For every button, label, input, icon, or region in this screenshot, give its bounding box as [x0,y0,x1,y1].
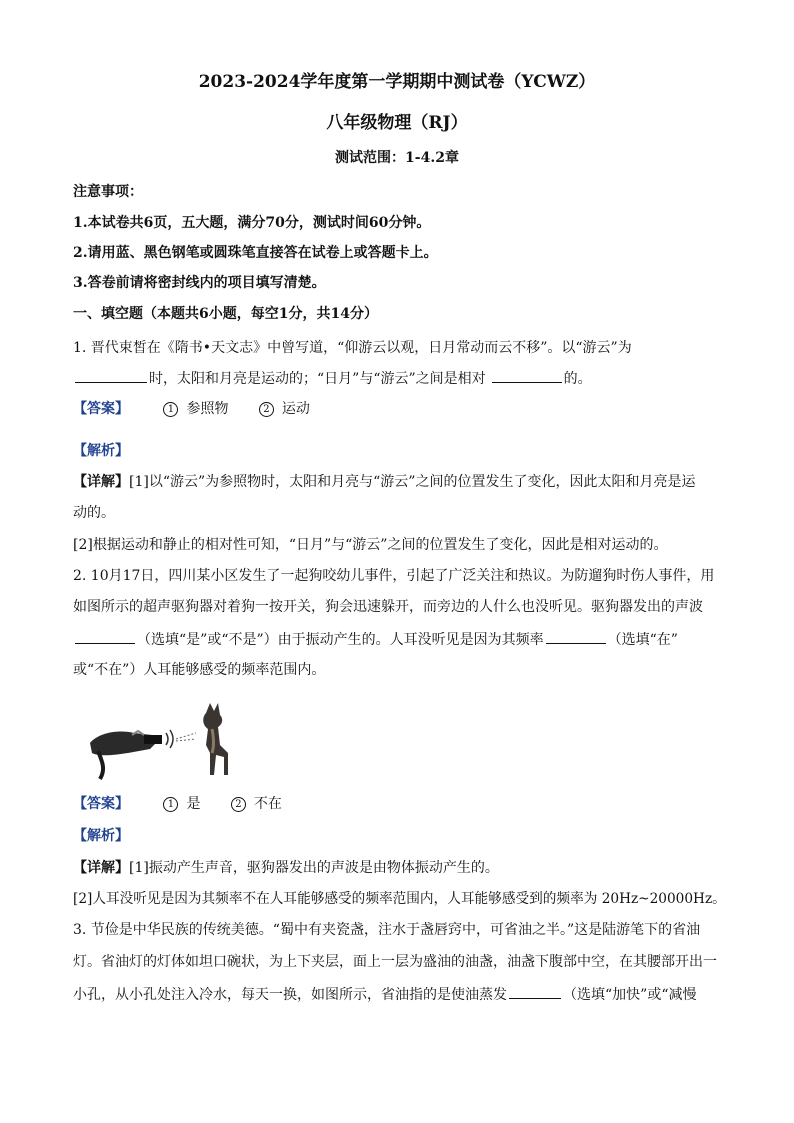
q2-stem-line: （选填“是”或“不是”）由于振动产生的。人耳没听见是因为其频率 （选填“在” [73,629,678,650]
dog-icon [203,703,228,775]
q1-detail-line: 动的。 [73,505,115,521]
q2-stem-line: 或“不在”）人耳能够感受的频率范围内。 [73,662,326,678]
q1-detail-line: [2]根据运动和静止的相对性可知，“日月”与“游云”之间的位置发生了变化，因此是相对运动的。 [73,537,668,553]
page-subtitle: 八年级物理（RJ） [326,113,468,133]
q1-stem-line: 1. 晋代束皙在《隋书•天文志》中曾写道，“仰游云以观，日月常动而云不移”。以“游云”为 [73,340,632,356]
answer-blank [75,629,135,644]
circled-number: 1 [163,797,178,812]
answer-blank [509,984,561,999]
q2-analysis [73,826,129,846]
q2-detail-line: [2]人耳没听见是因为其频率不在人耳能够感受的频率范围内，人耳能够感受到的频率为 20Hz~20000Hz。 [73,891,726,907]
q1-answer: 【答案】 1 参照物 2 运动 [73,401,310,417]
q3-stem-line: 小孔，从小孔处注入冷水，每天一换，如图所示，省油指的是使油蒸发 （选填“加快”或“减慢 [73,984,696,1005]
page-title: 2023-2024学年度第一学期期中测试卷（YCWZ） [198,72,596,92]
q3-stem-line: 灯。省油灯的灯体如坦口碗状，为上下夹层，面上一层为盛油的油盏，油盏下腹部中空，在其腰部开出一 [73,954,717,970]
q3-stem-line: 3. 节俭是中华民族的传统美德。“蜀中有夹瓷盏，注水于盏唇窍中，可省油之半。”这是陆游笔下的省油 [73,922,701,938]
answer-blank [75,368,147,383]
answer-label: 【答案】 [73,796,129,812]
detail-label: 【详解】 [73,860,129,876]
circled-number: 1 [163,402,178,417]
analysis-label: 【解析】 [73,443,129,459]
q2-detail: 【详解】[1]振动产生声音，驱狗器发出的声波是由物体振动产生的。 [73,860,499,876]
section-heading: 一、填空题（本题共6小题，每空1分，共14分） [73,306,378,322]
q2-stem-line: 如图所示的超声驱狗器对着狗一按开关，狗会迅速躲开，而旁边的人什么也没听见。驱狗器发出的声波 [73,599,703,615]
notice-item: 3.答卷前请将密封线内的项目填写清楚。 [73,275,326,291]
answer-blank [546,629,606,644]
notice-item: 2.请用蓝、黑色钢笔或圆珠笔直接答在试卷上或答题卡上。 [73,245,438,261]
circled-number: 2 [231,797,246,812]
q1-stem-line: 时，太阳和月亮是运动的；“日月”与“游云”之间是相对 的。 [73,368,592,389]
detail-label: 【详解】 [73,474,129,490]
q1-detail: 【详解】[1]以“游云”为参照物时，太阳和月亮与“游云”之间的位置发生了变化，因此太阳和月亮是运 [73,474,696,490]
circled-number: 2 [259,402,274,417]
q2-answer: 【答案】 1 是 2 不在 [73,796,282,812]
sound-wave-icon [166,733,168,745]
notice-heading: 注意事项： [73,184,143,200]
answer-blank [492,368,562,383]
repeller-device-icon [144,735,162,744]
answer-label: 【答案】 [73,401,129,417]
q2-stem-line: 2. 10月17日，四川某小区发生了一起狗咬幼儿事件，引起了广泛关注和热议。为防遛狗时伤人事件，用 [73,568,715,584]
q1-analysis [73,441,129,461]
test-scope: 测试范围：1-4.2章 [335,150,459,166]
notice-item: 1.本试卷共6页，五大题，满分70分，测试时间60分钟。 [73,215,431,231]
dog-repeller-illustration [88,695,238,785]
analysis-label: 【解析】 [73,828,129,844]
